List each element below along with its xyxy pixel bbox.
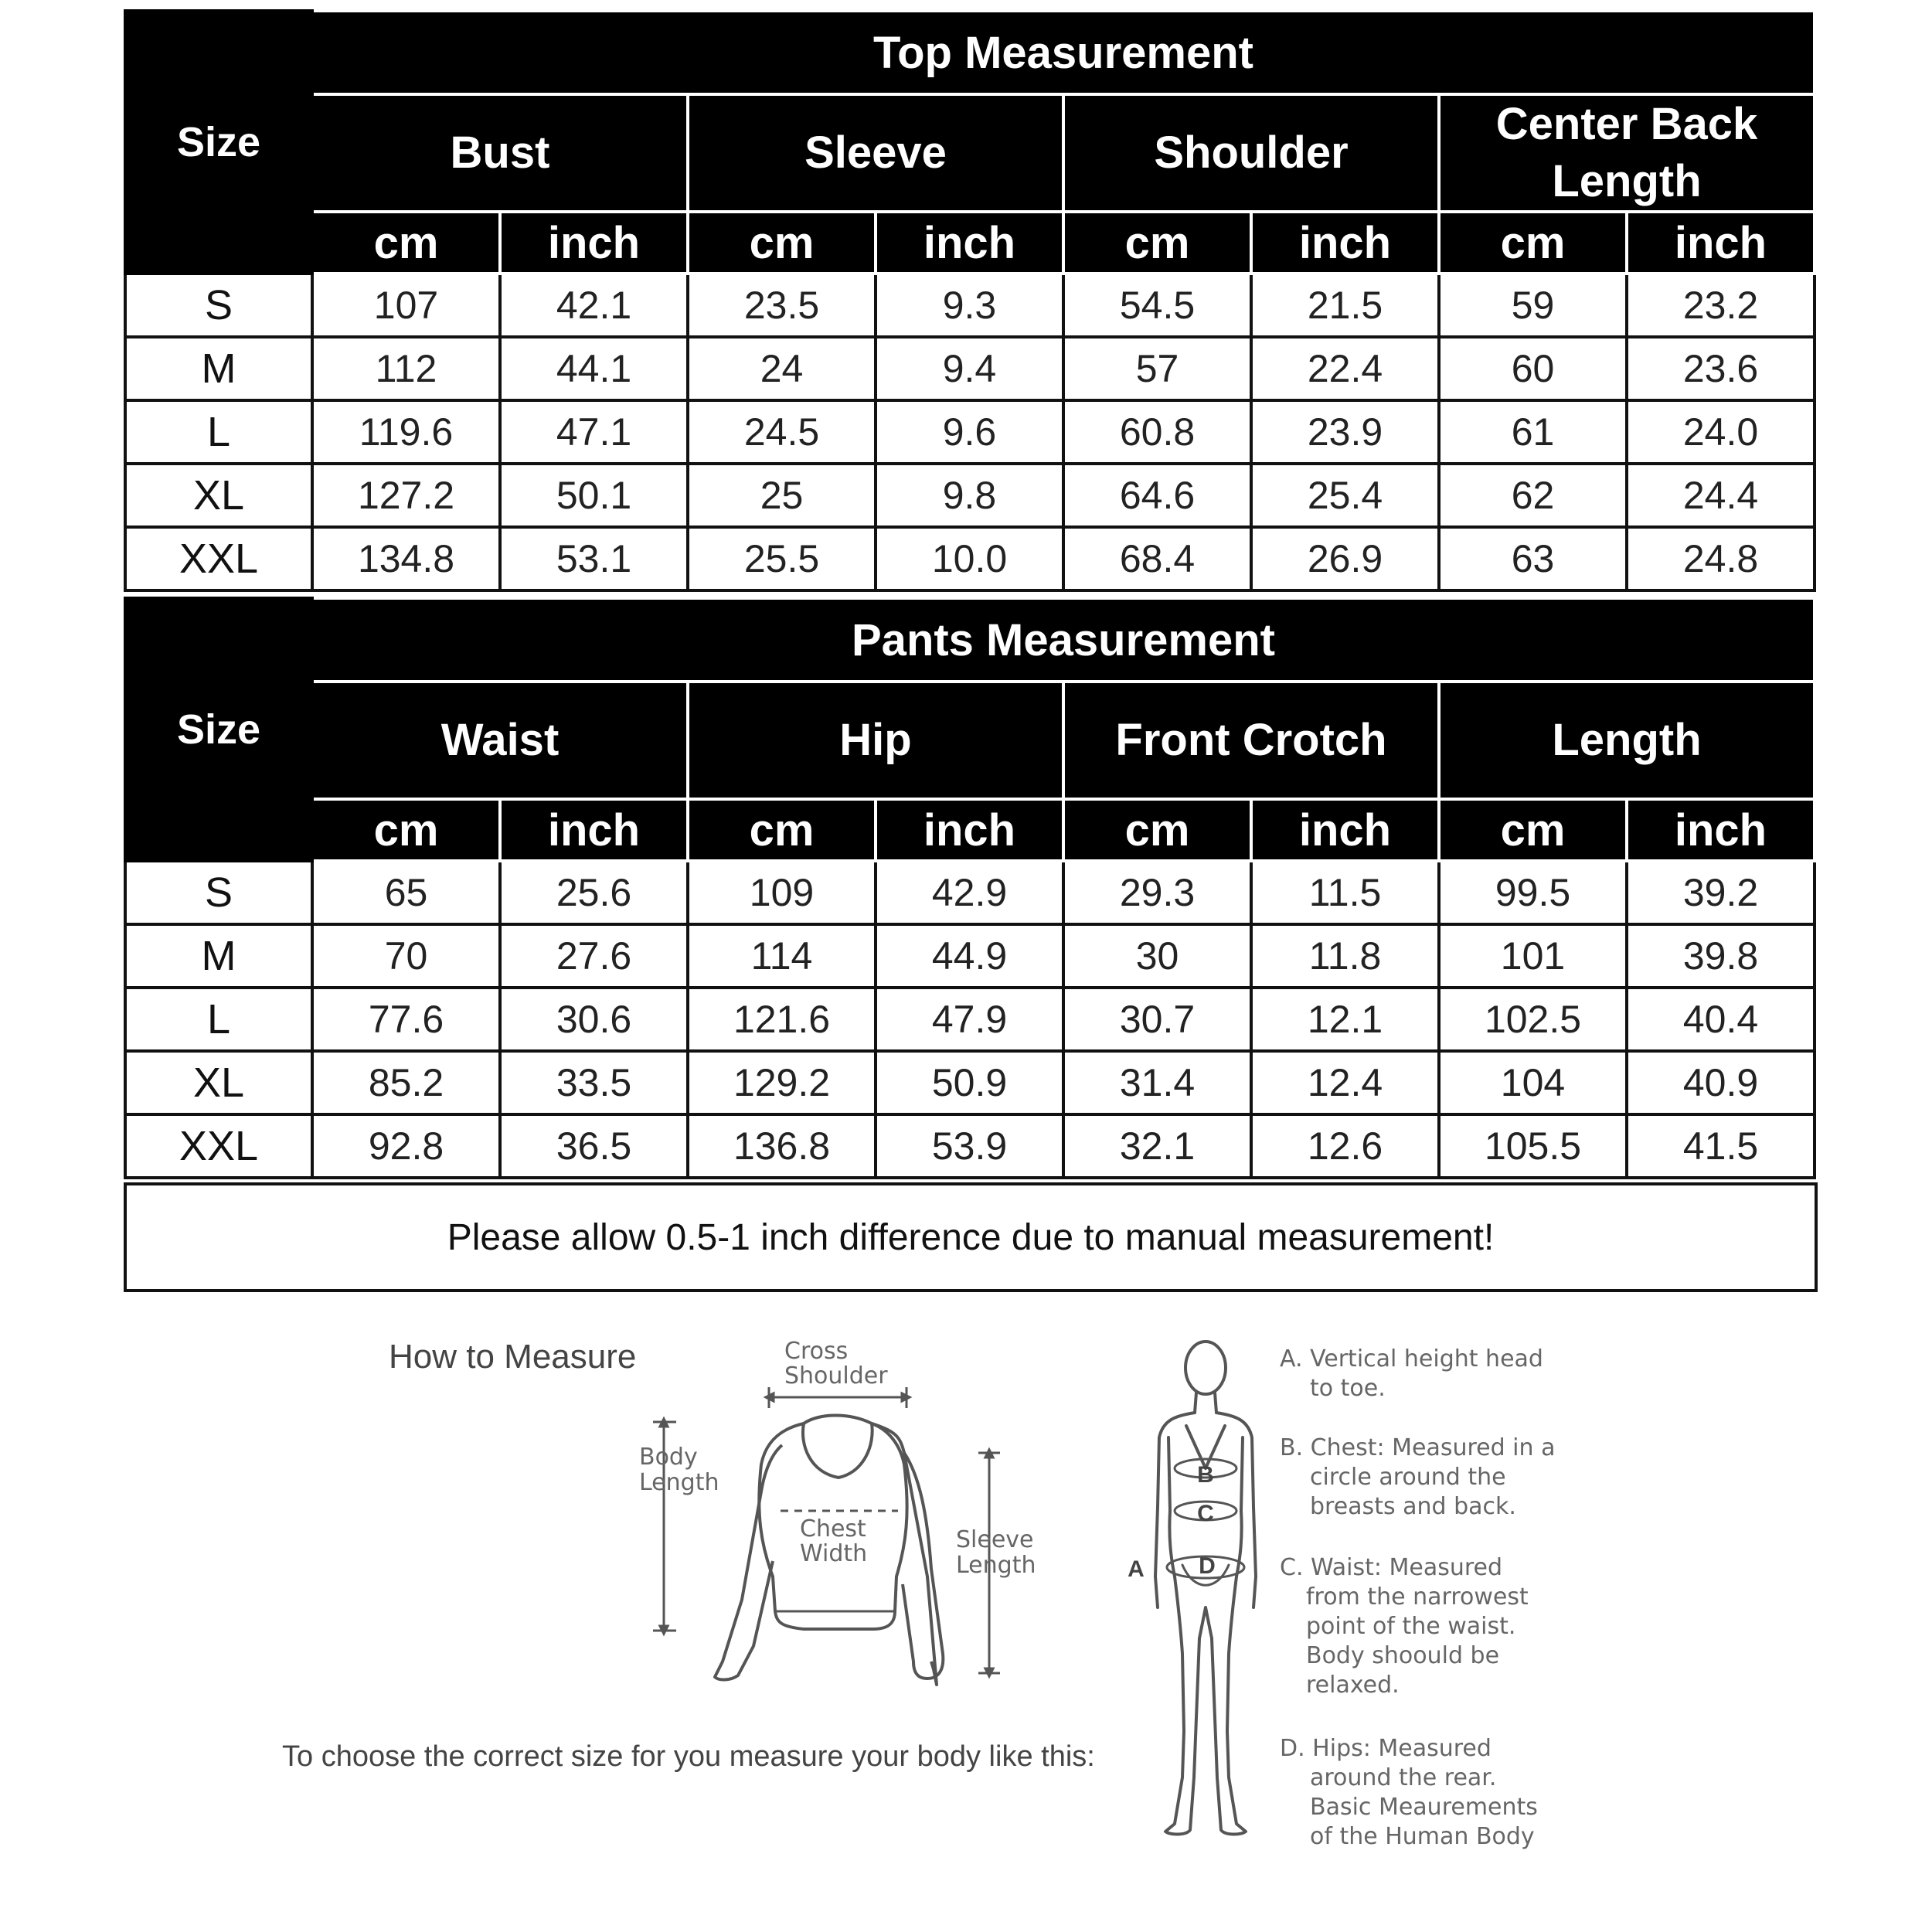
size-label: L: [125, 400, 312, 464]
table-cell: 24.0: [1627, 400, 1815, 464]
sleeve-length-label: Sleeve: [956, 1526, 1034, 1553]
table-cell: 44.9: [876, 924, 1063, 988]
note-d-line: D. Hips: Measured: [1280, 1735, 1492, 1762]
body-length-label: Length: [639, 1469, 719, 1496]
table-cell: 22.4: [1251, 337, 1439, 400]
table-cell: 92.8: [312, 1114, 500, 1178]
table-row: [125, 1051, 1815, 1114]
unit-header: cm: [688, 799, 876, 861]
table-cell: 25.6: [500, 861, 688, 924]
size-label: M: [125, 924, 312, 988]
measurement-notes: [1280, 1345, 1555, 1850]
table-cell: 104: [1439, 1051, 1627, 1114]
table-cell: 54.5: [1063, 274, 1251, 337]
table-cell: 11.5: [1251, 861, 1439, 924]
table-cell: 53.1: [500, 527, 688, 590]
table-cell: 119.6: [312, 400, 500, 464]
unit-header: inch: [1627, 799, 1815, 861]
size-header: Size: [125, 11, 312, 274]
table-cell: 70: [312, 924, 500, 988]
table-cell: 127.2: [312, 464, 500, 527]
unit-header: cm: [1439, 799, 1627, 861]
table-row: [125, 1114, 1815, 1178]
table-cell: 24.4: [1627, 464, 1815, 527]
table-row: [125, 400, 1815, 464]
table-cell: 23.5: [688, 274, 876, 337]
table-cell: 30.6: [500, 988, 688, 1051]
sleeve-length-label: Length: [956, 1552, 1036, 1579]
table-row: [125, 337, 1815, 400]
note-c-line: relaxed.: [1306, 1672, 1400, 1699]
table-cell: 109: [688, 861, 876, 924]
table-cell: 12.4: [1251, 1051, 1439, 1114]
marker-d: D: [1199, 1553, 1216, 1579]
table-cell: 99.5: [1439, 861, 1627, 924]
table-row: [125, 988, 1815, 1051]
table-cell: 12.1: [1251, 988, 1439, 1051]
table-cell: 24.5: [688, 400, 876, 464]
note-a-line: to toe.: [1310, 1375, 1386, 1402]
table-cell: 9.3: [876, 274, 1063, 337]
table-cell: 12.6: [1251, 1114, 1439, 1178]
unit-header: cm: [312, 799, 500, 861]
table-cell: 53.9: [876, 1114, 1063, 1178]
table-cell: 30.7: [1063, 988, 1251, 1051]
unit-header: cm: [1063, 799, 1251, 861]
table-cell: 39.8: [1627, 924, 1815, 988]
table-cell: 121.6: [688, 988, 876, 1051]
table-cell: 59: [1439, 274, 1627, 337]
cross-shoulder-label: Shoulder: [784, 1362, 888, 1389]
table-cell: 42.1: [500, 274, 688, 337]
table-cell: 29.3: [1063, 861, 1251, 924]
table-cell: 57: [1063, 337, 1251, 400]
table-cell: 25.5: [688, 527, 876, 590]
unit-header: inch: [876, 799, 1063, 861]
marker-a: A: [1128, 1556, 1145, 1582]
unit-header: inch: [1251, 799, 1439, 861]
column-group-header: Center Back Length: [1439, 94, 1815, 212]
chest-width-label: Chest: [800, 1515, 866, 1543]
table-cell: 31.4: [1063, 1051, 1251, 1114]
table-cell: 9.8: [876, 464, 1063, 527]
table-cell: 30: [1063, 924, 1251, 988]
table-cell: 23.9: [1251, 400, 1439, 464]
unit-header: inch: [500, 212, 688, 274]
column-group-header: Hip: [688, 682, 1063, 799]
size-label: M: [125, 337, 312, 400]
table-cell: 77.6: [312, 988, 500, 1051]
body-length-label: Body: [639, 1444, 698, 1471]
table-title: Pants Measurement: [312, 598, 1815, 682]
column-group-header: Length: [1439, 682, 1815, 799]
marker-c: C: [1197, 1501, 1214, 1526]
table-row: [125, 924, 1815, 988]
note-b-line: circle around the: [1310, 1464, 1506, 1491]
measurement-note-text: Please allow 0.5-1 inch difference due to manual measurement!: [447, 1216, 1495, 1258]
table-cell: 42.9: [876, 861, 1063, 924]
note-d-line: around the rear.: [1310, 1764, 1497, 1791]
table-cell: 105.5: [1439, 1114, 1627, 1178]
unit-header: cm: [1063, 212, 1251, 274]
table-cell: 9.4: [876, 337, 1063, 400]
unit-header: cm: [1439, 212, 1627, 274]
size-label: XL: [125, 464, 312, 527]
table-cell: 112: [312, 337, 500, 400]
table-cell: 63: [1439, 527, 1627, 590]
table-cell: 36.5: [500, 1114, 688, 1178]
size-label: S: [125, 274, 312, 337]
pants-measurement-table: [124, 597, 1816, 1179]
size-label: XL: [125, 1051, 312, 1114]
table-cell: 11.8: [1251, 924, 1439, 988]
table-cell: 62: [1439, 464, 1627, 527]
table-cell: 134.8: [312, 527, 500, 590]
column-group-header: Waist: [312, 682, 688, 799]
body-figure-icon: [1155, 1342, 1256, 1835]
table-row: [125, 274, 1815, 337]
table-cell: 24: [688, 337, 876, 400]
unit-header: inch: [1251, 212, 1439, 274]
table-cell: 40.4: [1627, 988, 1815, 1051]
column-group-header: Bust: [312, 94, 688, 212]
table-cell: 23.2: [1627, 274, 1815, 337]
note-c-line: C. Waist: Measured: [1280, 1554, 1503, 1581]
table-row: [125, 464, 1815, 527]
table-cell: 39.2: [1627, 861, 1815, 924]
size-label: L: [125, 988, 312, 1051]
table-cell: 32.1: [1063, 1114, 1251, 1178]
table-cell: 65: [312, 861, 500, 924]
unit-header: cm: [312, 212, 500, 274]
table-cell: 10.0: [876, 527, 1063, 590]
note-a-line: A. Vertical height head: [1280, 1345, 1543, 1372]
table-cell: 26.9: [1251, 527, 1439, 590]
chest-width-label: Width: [800, 1540, 868, 1567]
note-d-line: of the Human Body: [1310, 1823, 1535, 1850]
unit-header: inch: [1627, 212, 1815, 274]
note-c-line: from the narrowest: [1306, 1583, 1529, 1611]
measurement-note: [124, 1182, 1818, 1292]
size-label: S: [125, 861, 312, 924]
note-b-line: B. Chest: Measured in a: [1280, 1434, 1556, 1461]
size-label: XXL: [125, 527, 312, 590]
instruction-text: To choose the correct size for you measure your body like this:: [282, 1740, 1095, 1773]
marker-b: B: [1197, 1462, 1214, 1488]
table-cell: 41.5: [1627, 1114, 1815, 1178]
unit-header: inch: [500, 799, 688, 861]
table-cell: 44.1: [500, 337, 688, 400]
column-group-header: Front Crotch: [1063, 682, 1439, 799]
table-cell: 129.2: [688, 1051, 876, 1114]
table-cell: 25: [688, 464, 876, 527]
table-cell: 33.5: [500, 1051, 688, 1114]
table-cell: 64.6: [1063, 464, 1251, 527]
unit-header: cm: [688, 212, 876, 274]
table-cell: 85.2: [312, 1051, 500, 1114]
table-cell: 61: [1439, 400, 1627, 464]
note-c-line: Body shoould be: [1306, 1642, 1500, 1669]
table-cell: 101: [1439, 924, 1627, 988]
how-to-measure-diagram: [0, 1306, 1932, 1924]
table-cell: 9.6: [876, 400, 1063, 464]
table-cell: 136.8: [688, 1114, 876, 1178]
table-cell: 47.1: [500, 400, 688, 464]
table-cell: 40.9: [1627, 1051, 1815, 1114]
top-measurement-table: [124, 9, 1816, 592]
table-cell: 23.6: [1627, 337, 1815, 400]
note-b-line: breasts and back.: [1310, 1493, 1516, 1520]
table-cell: 24.8: [1627, 527, 1815, 590]
table-cell: 50.9: [876, 1051, 1063, 1114]
table-cell: 27.6: [500, 924, 688, 988]
table-cell: 68.4: [1063, 527, 1251, 590]
table-cell: 102.5: [1439, 988, 1627, 1051]
table-cell: 21.5: [1251, 274, 1439, 337]
column-group-header: Sleeve: [688, 94, 1063, 212]
how-to-measure-heading: How to Measure: [389, 1338, 637, 1376]
table-title: Top Measurement: [312, 11, 1815, 94]
size-label: XXL: [125, 1114, 312, 1178]
size-header: Size: [125, 598, 312, 861]
table-cell: 60: [1439, 337, 1627, 400]
note-d-line: Basic Meaurements: [1310, 1794, 1538, 1821]
unit-header: inch: [876, 212, 1063, 274]
table-row: [125, 861, 1815, 924]
table-cell: 60.8: [1063, 400, 1251, 464]
table-cell: 47.9: [876, 988, 1063, 1051]
note-c-line: point of the waist.: [1306, 1613, 1516, 1640]
column-group-header: Shoulder: [1063, 94, 1439, 212]
table-cell: 50.1: [500, 464, 688, 527]
table-cell: 25.4: [1251, 464, 1439, 527]
table-row: [125, 527, 1815, 590]
table-cell: 107: [312, 274, 500, 337]
table-cell: 114: [688, 924, 876, 988]
cross-shoulder-label: Cross: [784, 1338, 849, 1365]
